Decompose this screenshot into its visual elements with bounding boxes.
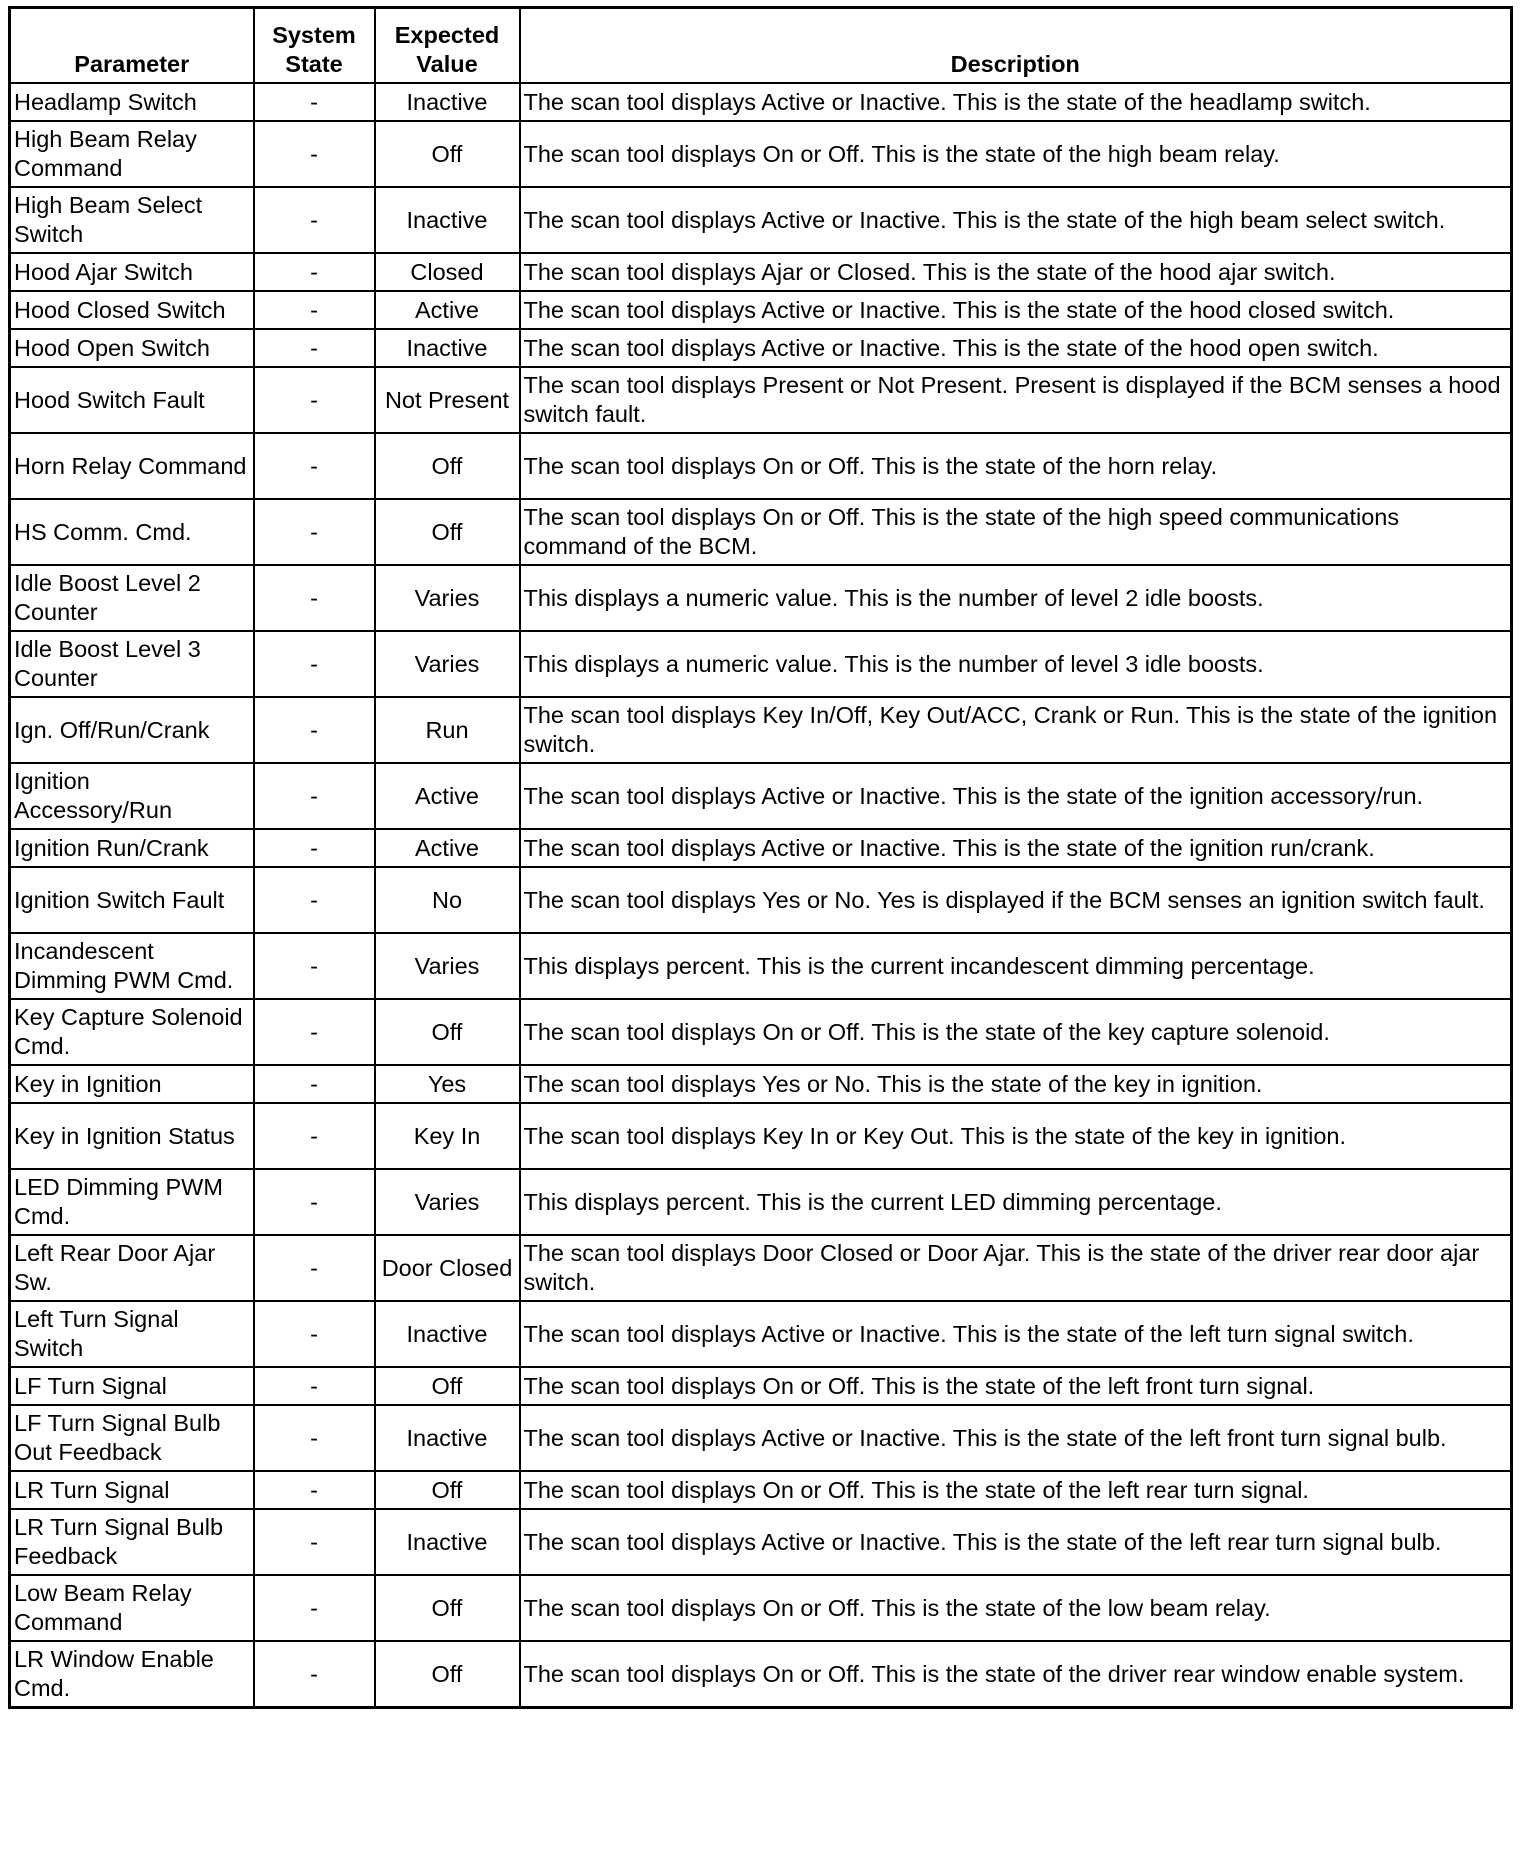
- description-cell: The scan tool displays Active or Inactive. This is the state of the left rear turn signal bulb.: [520, 1509, 1512, 1575]
- table-row: [10, 83, 1512, 121]
- parameter-cell: High Beam Select Switch: [10, 187, 254, 253]
- table-body: [10, 83, 1512, 1708]
- parameter-cell: Idle Boost Level 3 Counter: [10, 631, 254, 697]
- description-cell: The scan tool displays Active or Inactive. This is the state of the left front turn signal bulb.: [520, 1405, 1512, 1471]
- parameter-cell: Horn Relay Command: [10, 433, 254, 499]
- expected-value-cell: Varies: [375, 933, 520, 999]
- system-state-cell: -: [254, 187, 375, 253]
- parameter-cell: High Beam Relay Command: [10, 121, 254, 187]
- header-description: Description: [520, 8, 1512, 84]
- table-row: [10, 1575, 1512, 1641]
- parameter-cell: Left Turn Signal Switch: [10, 1301, 254, 1367]
- expected-value-cell: Off: [375, 999, 520, 1065]
- system-state-cell: -: [254, 933, 375, 999]
- description-cell: This displays percent. This is the current incandescent dimming percentage.: [520, 933, 1512, 999]
- parameter-cell: Key Capture Solenoid Cmd.: [10, 999, 254, 1065]
- system-state-cell: -: [254, 1405, 375, 1471]
- expected-value-cell: Off: [375, 121, 520, 187]
- system-state-cell: -: [254, 763, 375, 829]
- table-row: [10, 187, 1512, 253]
- expected-value-cell: Key In: [375, 1103, 520, 1169]
- table-row: [10, 1169, 1512, 1235]
- expected-value-cell: Inactive: [375, 1301, 520, 1367]
- expected-value-cell: Not Present: [375, 367, 520, 433]
- expected-value-cell: Active: [375, 829, 520, 867]
- description-cell: This displays percent. This is the current LED dimming percentage.: [520, 1169, 1512, 1235]
- description-cell: The scan tool displays On or Off. This is the state of the key capture solenoid.: [520, 999, 1512, 1065]
- table-row: [10, 933, 1512, 999]
- system-state-cell: -: [254, 999, 375, 1065]
- expected-value-cell: Off: [375, 1367, 520, 1405]
- parameter-cell: Low Beam Relay Command: [10, 1575, 254, 1641]
- header-parameter: Parameter: [10, 8, 254, 84]
- expected-value-cell: Off: [375, 1471, 520, 1509]
- expected-value-cell: Varies: [375, 1169, 520, 1235]
- expected-value-cell: No: [375, 867, 520, 933]
- table-header: [10, 8, 1512, 84]
- table-row: [10, 1103, 1512, 1169]
- table-row: [10, 697, 1512, 763]
- parameter-cell: LR Turn Signal: [10, 1471, 254, 1509]
- system-state-cell: -: [254, 291, 375, 329]
- parameter-cell: LR Window Enable Cmd.: [10, 1641, 254, 1708]
- parameter-cell: Left Rear Door Ajar Sw.: [10, 1235, 254, 1301]
- expected-value-cell: Run: [375, 697, 520, 763]
- expected-value-cell: Inactive: [375, 329, 520, 367]
- expected-value-cell: Off: [375, 1641, 520, 1708]
- description-cell: The scan tool displays Yes or No. Yes is displayed if the BCM senses an ignition switch fault.: [520, 867, 1512, 933]
- description-cell: The scan tool displays On or Off. This is the state of the high beam relay.: [520, 121, 1512, 187]
- description-cell: The scan tool displays On or Off. This is the state of the horn relay.: [520, 433, 1512, 499]
- expected-value-cell: Varies: [375, 565, 520, 631]
- description-cell: The scan tool displays Active or Inactive. This is the state of the ignition accessory/run.: [520, 763, 1512, 829]
- system-state-cell: -: [254, 1367, 375, 1405]
- parameter-cell: Ign. Off/Run/Crank: [10, 697, 254, 763]
- expected-value-cell: Door Closed: [375, 1235, 520, 1301]
- description-cell: The scan tool displays Active or Inactive. This is the state of the high beam select switch.: [520, 187, 1512, 253]
- header-expected-value: Expected Value: [375, 8, 520, 84]
- system-state-cell: -: [254, 433, 375, 499]
- table-row: [10, 1235, 1512, 1301]
- table-row: [10, 867, 1512, 933]
- description-cell: The scan tool displays On or Off. This is the state of the high speed communications command of the BCM.: [520, 499, 1512, 565]
- system-state-cell: -: [254, 329, 375, 367]
- parameter-cell: LR Turn Signal Bulb Feedback: [10, 1509, 254, 1575]
- header-system-state: System State: [254, 8, 375, 84]
- system-state-cell: -: [254, 565, 375, 631]
- table-row: [10, 367, 1512, 433]
- table-row: [10, 121, 1512, 187]
- system-state-cell: -: [254, 1169, 375, 1235]
- parameter-cell: Hood Ajar Switch: [10, 253, 254, 291]
- system-state-cell: -: [254, 829, 375, 867]
- parameter-cell: Ignition Switch Fault: [10, 867, 254, 933]
- parameter-cell: Key in Ignition: [10, 1065, 254, 1103]
- expected-value-cell: Off: [375, 1575, 520, 1641]
- table-row: [10, 253, 1512, 291]
- description-cell: The scan tool displays Active or Inactive. This is the state of the hood open switch.: [520, 329, 1512, 367]
- description-cell: The scan tool displays On or Off. This is the state of the driver rear window enable system.: [520, 1641, 1512, 1708]
- parameter-cell: LF Turn Signal: [10, 1367, 254, 1405]
- table-row: [10, 1471, 1512, 1509]
- system-state-cell: -: [254, 631, 375, 697]
- table-row: [10, 999, 1512, 1065]
- table-row: [10, 1405, 1512, 1471]
- description-cell: The scan tool displays On or Off. This is the state of the low beam relay.: [520, 1575, 1512, 1641]
- description-cell: The scan tool displays Key In or Key Out. This is the state of the key in ignition.: [520, 1103, 1512, 1169]
- parameter-cell: LED Dimming PWM Cmd.: [10, 1169, 254, 1235]
- document-page: [8, 6, 1513, 1709]
- system-state-cell: -: [254, 867, 375, 933]
- table-row: [10, 565, 1512, 631]
- parameter-table: [8, 6, 1513, 1709]
- system-state-cell: -: [254, 253, 375, 291]
- system-state-cell: -: [254, 367, 375, 433]
- expected-value-cell: Inactive: [375, 1405, 520, 1471]
- table-row: [10, 829, 1512, 867]
- description-cell: The scan tool displays On or Off. This is the state of the left front turn signal.: [520, 1367, 1512, 1405]
- description-cell: This displays a numeric value. This is the number of level 3 idle boosts.: [520, 631, 1512, 697]
- expected-value-cell: Varies: [375, 631, 520, 697]
- system-state-cell: -: [254, 1471, 375, 1509]
- system-state-cell: -: [254, 1103, 375, 1169]
- parameter-cell: Headlamp Switch: [10, 83, 254, 121]
- table-row: [10, 631, 1512, 697]
- parameter-cell: HS Comm. Cmd.: [10, 499, 254, 565]
- table-row: [10, 499, 1512, 565]
- table-row: [10, 433, 1512, 499]
- parameter-cell: Incandescent Dimming PWM Cmd.: [10, 933, 254, 999]
- description-cell: The scan tool displays Active or Inactive. This is the state of the left turn signal switch.: [520, 1301, 1512, 1367]
- description-cell: This displays a numeric value. This is the number of level 2 idle boosts.: [520, 565, 1512, 631]
- system-state-cell: -: [254, 1575, 375, 1641]
- parameter-cell: Ignition Run/Crank: [10, 829, 254, 867]
- expected-value-cell: Off: [375, 433, 520, 499]
- header-row: [10, 8, 1512, 84]
- expected-value-cell: Inactive: [375, 1509, 520, 1575]
- table-row: [10, 1641, 1512, 1708]
- description-cell: The scan tool displays Active or Inactive. This is the state of the hood closed switch.: [520, 291, 1512, 329]
- table-row: [10, 1509, 1512, 1575]
- table-row: [10, 1065, 1512, 1103]
- system-state-cell: -: [254, 1509, 375, 1575]
- expected-value-cell: Active: [375, 291, 520, 329]
- expected-value-cell: Inactive: [375, 83, 520, 121]
- expected-value-cell: Inactive: [375, 187, 520, 253]
- description-cell: The scan tool displays Present or Not Present. Present is displayed if the BCM senses a hood switch fault.: [520, 367, 1512, 433]
- table-row: [10, 1301, 1512, 1367]
- table-row: [10, 291, 1512, 329]
- expected-value-cell: Active: [375, 763, 520, 829]
- parameter-cell: Idle Boost Level 2 Counter: [10, 565, 254, 631]
- description-cell: The scan tool displays Active or Inactive. This is the state of the ignition run/crank.: [520, 829, 1512, 867]
- table-row: [10, 763, 1512, 829]
- description-cell: The scan tool displays Active or Inactive. This is the state of the headlamp switch.: [520, 83, 1512, 121]
- system-state-cell: -: [254, 697, 375, 763]
- parameter-cell: Hood Closed Switch: [10, 291, 254, 329]
- system-state-cell: -: [254, 1065, 375, 1103]
- description-cell: The scan tool displays Ajar or Closed. This is the state of the hood ajar switch.: [520, 253, 1512, 291]
- system-state-cell: -: [254, 121, 375, 187]
- system-state-cell: -: [254, 1301, 375, 1367]
- parameter-cell: Hood Switch Fault: [10, 367, 254, 433]
- parameter-cell: Hood Open Switch: [10, 329, 254, 367]
- description-cell: The scan tool displays Key In/Off, Key Out/ACC, Crank or Run. This is the state of the ignition switch.: [520, 697, 1512, 763]
- parameter-cell: Key in Ignition Status: [10, 1103, 254, 1169]
- table-row: [10, 1367, 1512, 1405]
- system-state-cell: -: [254, 499, 375, 565]
- system-state-cell: -: [254, 1641, 375, 1708]
- parameter-cell: LF Turn Signal Bulb Out Feedback: [10, 1405, 254, 1471]
- description-cell: The scan tool displays On or Off. This is the state of the left rear turn signal.: [520, 1471, 1512, 1509]
- expected-value-cell: Off: [375, 499, 520, 565]
- expected-value-cell: Yes: [375, 1065, 520, 1103]
- parameter-cell: Ignition Accessory/Run: [10, 763, 254, 829]
- expected-value-cell: Closed: [375, 253, 520, 291]
- description-cell: The scan tool displays Door Closed or Door Ajar. This is the state of the driver rear door ajar switch.: [520, 1235, 1512, 1301]
- description-cell: The scan tool displays Yes or No. This is the state of the key in ignition.: [520, 1065, 1512, 1103]
- system-state-cell: -: [254, 1235, 375, 1301]
- table-row: [10, 329, 1512, 367]
- system-state-cell: -: [254, 83, 375, 121]
